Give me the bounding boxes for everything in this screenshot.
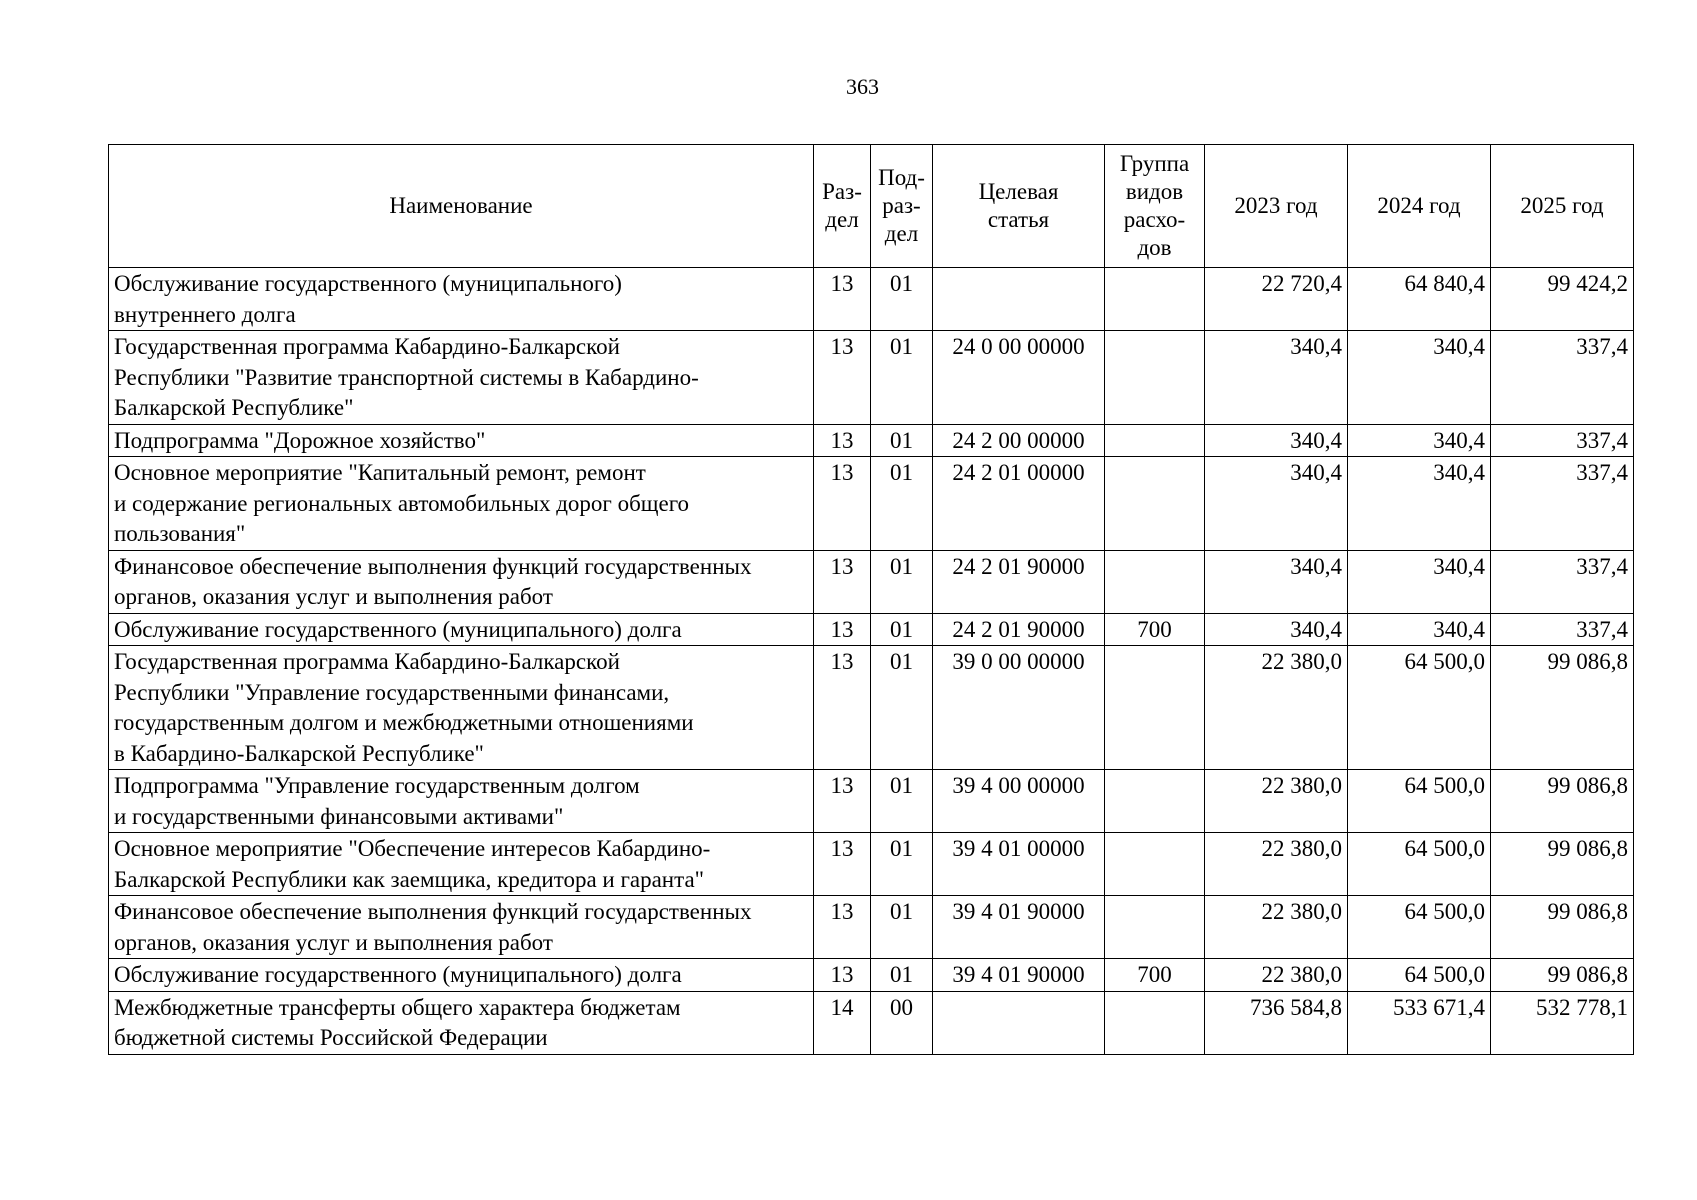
cell-group: 700: [1105, 613, 1205, 646]
table-row: [109, 991, 1634, 1054]
cell-2024: 340,4: [1348, 424, 1491, 457]
cell-group: [1105, 424, 1205, 457]
cell-podrazdel: 01: [871, 833, 933, 896]
cell-name: Финансовое обеспечение выполнения функций государственных органов, оказания услуг и выполнения работ: [109, 896, 814, 959]
cell-target: 24 2 01 90000: [933, 550, 1105, 613]
cell-2024: 64 500,0: [1348, 770, 1491, 833]
header-razdel-text: Раз- дел: [822, 179, 862, 232]
table-header: [109, 145, 1634, 268]
cell-group: [1105, 646, 1205, 770]
cell-target: 39 4 01 90000: [933, 896, 1105, 959]
cell-name: Подпрограмма "Управление государственным долгом и государственными финансовыми активами": [109, 770, 814, 833]
cell-group: 700: [1105, 959, 1205, 992]
cell-podrazdel: 01: [871, 646, 933, 770]
table-row: [109, 331, 1634, 425]
table-row: [109, 896, 1634, 959]
page-number: 363: [846, 74, 879, 99]
cell-podrazdel: 01: [871, 896, 933, 959]
cell-2024: 64 500,0: [1348, 646, 1491, 770]
cell-podrazdel: 00: [871, 991, 933, 1054]
cell-2023: 340,4: [1205, 331, 1348, 425]
cell-2023: 340,4: [1205, 550, 1348, 613]
cell-razdel: 13: [814, 833, 871, 896]
cell-name: Обслуживание государственного (муниципального) внутреннего долга: [109, 268, 814, 331]
header-2025: 2025 год: [1491, 145, 1634, 268]
cell-2023: 22 380,0: [1205, 959, 1348, 992]
cell-target: 24 2 01 00000: [933, 457, 1105, 551]
cell-podrazdel: 01: [871, 613, 933, 646]
header-target: [933, 145, 1105, 268]
cell-razdel: 13: [814, 770, 871, 833]
cell-2025: 99 086,8: [1491, 770, 1634, 833]
table-row: [109, 646, 1634, 770]
cell-name: Основное мероприятие "Обеспечение интересов Кабардино- Балкарской Республики как заемщика, кредитора и гаранта": [109, 833, 814, 896]
cell-2023: 340,4: [1205, 457, 1348, 551]
cell-name: Финансовое обеспечение выполнения функций государственных органов, оказания услуг и выполнения работ: [109, 550, 814, 613]
cell-2023: 22 720,4: [1205, 268, 1348, 331]
cell-podrazdel: 01: [871, 424, 933, 457]
cell-2025: 99 086,8: [1491, 833, 1634, 896]
cell-group: [1105, 331, 1205, 425]
cell-razdel: 13: [814, 457, 871, 551]
header-group: [1105, 145, 1205, 268]
cell-target: 24 0 00 00000: [933, 331, 1105, 425]
cell-podrazdel: 01: [871, 959, 933, 992]
cell-razdel: 14: [814, 991, 871, 1054]
cell-name: Обслуживание государственного (муниципального) долга: [109, 959, 814, 992]
table-body: [109, 268, 1634, 1055]
cell-2023: 22 380,0: [1205, 646, 1348, 770]
cell-target: [933, 268, 1105, 331]
cell-razdel: 13: [814, 331, 871, 425]
cell-2025: 337,4: [1491, 331, 1634, 425]
cell-2023: 736 584,8: [1205, 991, 1348, 1054]
budget-table: [108, 144, 1634, 1055]
cell-razdel: 13: [814, 268, 871, 331]
table-row: [109, 770, 1634, 833]
cell-2023: 22 380,0: [1205, 833, 1348, 896]
cell-2025: 99 086,8: [1491, 959, 1634, 992]
header-name: Наименование: [109, 145, 814, 268]
cell-2024: 340,4: [1348, 550, 1491, 613]
cell-group: [1105, 991, 1205, 1054]
cell-2025: 532 778,1: [1491, 991, 1634, 1054]
cell-razdel: 13: [814, 959, 871, 992]
cell-name: Подпрограмма "Дорожное хозяйство": [109, 424, 814, 457]
cell-2025: 99 086,8: [1491, 646, 1634, 770]
cell-podrazdel: 01: [871, 550, 933, 613]
cell-target: 39 4 01 90000: [933, 959, 1105, 992]
cell-group: [1105, 457, 1205, 551]
cell-2024: 533 671,4: [1348, 991, 1491, 1054]
cell-2024: 64 500,0: [1348, 896, 1491, 959]
header-2023: 2023 год: [1205, 145, 1348, 268]
cell-podrazdel: 01: [871, 331, 933, 425]
cell-group: [1105, 770, 1205, 833]
header-podrazdel-text: Под- раз- дел: [878, 165, 925, 246]
table-row: [109, 424, 1634, 457]
cell-razdel: 13: [814, 646, 871, 770]
cell-2024: 340,4: [1348, 457, 1491, 551]
header-row: [109, 145, 1634, 268]
cell-2025: 337,4: [1491, 457, 1634, 551]
cell-2023: 22 380,0: [1205, 770, 1348, 833]
cell-podrazdel: 01: [871, 457, 933, 551]
cell-razdel: 13: [814, 424, 871, 457]
cell-2024: 340,4: [1348, 331, 1491, 425]
cell-2025: 99 424,2: [1491, 268, 1634, 331]
cell-target: 24 2 00 00000: [933, 424, 1105, 457]
cell-name: Государственная программа Кабардино-Балкарской Республики "Управление государственными финансами, государственным долгом и межбюджетными отношениями в Кабардино-Балкарской Республике": [109, 646, 814, 770]
header-group-text: Группа видов расхо- дов: [1119, 151, 1190, 260]
cell-group: [1105, 550, 1205, 613]
cell-2025: 337,4: [1491, 613, 1634, 646]
cell-2025: 99 086,8: [1491, 896, 1634, 959]
cell-group: [1105, 268, 1205, 331]
cell-group: [1105, 833, 1205, 896]
cell-2024: 340,4: [1348, 613, 1491, 646]
cell-2024: 64 840,4: [1348, 268, 1491, 331]
table-row: [109, 833, 1634, 896]
cell-group: [1105, 896, 1205, 959]
table-row: [109, 457, 1634, 551]
cell-target: 39 4 00 00000: [933, 770, 1105, 833]
cell-2023: 340,4: [1205, 613, 1348, 646]
table-row: [109, 550, 1634, 613]
cell-name: Межбюджетные трансферты общего характера бюджетам бюджетной системы Российской Федерации: [109, 991, 814, 1054]
cell-name: Государственная программа Кабардино-Балкарской Республики "Развитие транспортной системы в Кабардино- Балкарской Республике": [109, 331, 814, 425]
cell-target: [933, 991, 1105, 1054]
cell-target: 39 4 01 00000: [933, 833, 1105, 896]
header-podrazdel: [871, 145, 933, 268]
cell-2025: 337,4: [1491, 550, 1634, 613]
cell-razdel: 13: [814, 896, 871, 959]
cell-2024: 64 500,0: [1348, 833, 1491, 896]
cell-name: Основное мероприятие "Капитальный ремонт, ремонт и содержание региональных автомобильных дорог общего пользования": [109, 457, 814, 551]
cell-2025: 337,4: [1491, 424, 1634, 457]
cell-razdel: 13: [814, 613, 871, 646]
cell-2024: 64 500,0: [1348, 959, 1491, 992]
cell-podrazdel: 01: [871, 770, 933, 833]
table-row: [109, 613, 1634, 646]
header-razdel: [814, 145, 871, 268]
cell-name: Обслуживание государственного (муниципального) долга: [109, 613, 814, 646]
cell-target: 24 2 01 90000: [933, 613, 1105, 646]
cell-razdel: 13: [814, 550, 871, 613]
cell-podrazdel: 01: [871, 268, 933, 331]
table-row: [109, 268, 1634, 331]
header-target-text: Целевая статья: [978, 179, 1059, 232]
table-row: [109, 959, 1634, 992]
header-2024: 2024 год: [1348, 145, 1491, 268]
cell-2023: 22 380,0: [1205, 896, 1348, 959]
cell-2023: 340,4: [1205, 424, 1348, 457]
cell-target: 39 0 00 00000: [933, 646, 1105, 770]
